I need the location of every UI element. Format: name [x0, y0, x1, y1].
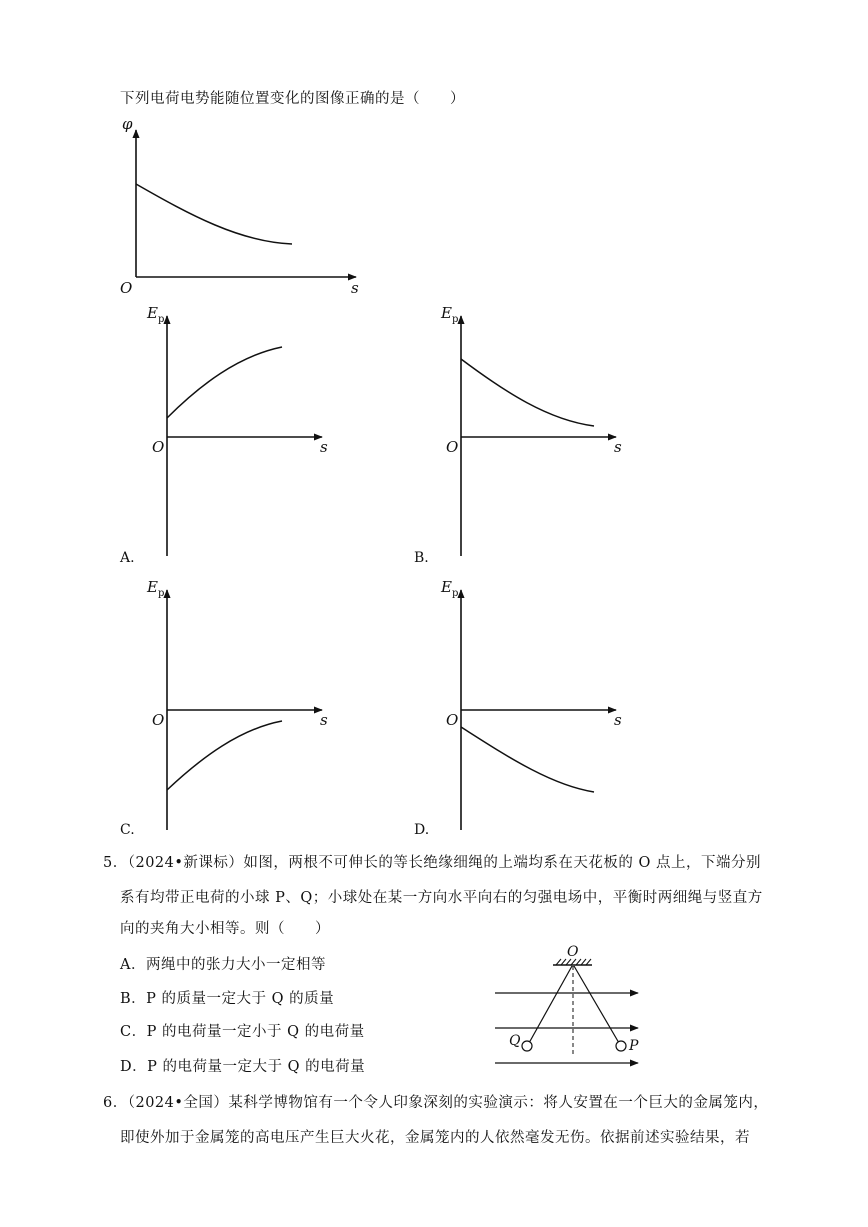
ep-curve	[461, 359, 594, 426]
q4-stem: 下列电荷电势能随位置变化的图像正确的是（ ）	[120, 91, 465, 107]
phi-s-label: s	[351, 279, 359, 297]
origin-label: O	[446, 711, 459, 729]
q5-stem-line2: 系有均带正电荷的小球 P、Q；小球处在某一方向水平向右的匀强电场中，平衡时两细绳与竖直方	[120, 890, 763, 906]
option-d-letter: D.	[414, 822, 430, 838]
option-a-graph	[119, 304, 328, 566]
q6-stem-line1: 6．（2024•全国）某科学博物馆有一个令人印象深刻的实验演示：将人安置在一个巨大的金属笼内，	[103, 1095, 769, 1111]
option-c-letter: C.	[120, 822, 135, 838]
q5-stem-line1: 5．（2024•新课标）如图，两根不可伸长的等长绝缘细绳的上端均系在天花板的 O 点上，下端分别	[103, 855, 762, 871]
ep-axis-label: $E_p$	[147, 304, 165, 325]
option-d-graph	[414, 578, 622, 838]
ep-curve	[461, 727, 594, 792]
phi-s-graph	[120, 115, 359, 297]
s-axis-label: s	[320, 711, 328, 729]
origin-label: O	[152, 438, 165, 456]
phi-axis-label: φ	[122, 115, 133, 133]
ep-axis-label: $E_p$	[441, 304, 459, 325]
ball-q	[522, 1041, 532, 1051]
q6-stem-line2: 即使外加于金属笼的高电压产生巨大火花，金属笼内的人依然毫发无伤。依据前述实验结果，若	[120, 1130, 750, 1146]
string-p	[574, 966, 619, 1043]
q5-option-b: B．P 的质量一定大于 Q 的质量	[120, 991, 335, 1007]
phi-curve	[136, 184, 292, 244]
q5-figure	[495, 944, 639, 1063]
q5-stem-line3: 向的夹角大小相等。则（ ）	[120, 921, 330, 937]
origin-label: O	[446, 438, 459, 456]
q5-option-a: A．两绳中的张力大小一定相等	[120, 957, 326, 973]
option-b-letter: B.	[414, 550, 429, 566]
ep-axis-label: $E_p$	[147, 578, 165, 599]
string-q	[529, 966, 572, 1043]
s-axis-label: s	[614, 438, 622, 456]
ep-curve	[167, 721, 282, 790]
ball-p-label: P	[629, 1038, 639, 1054]
ball-q-label: Q	[509, 1033, 521, 1049]
origin-label: O	[152, 711, 165, 729]
ball-p	[616, 1041, 626, 1051]
option-c-graph	[120, 578, 328, 838]
ep-axis-label: $E_p$	[441, 578, 459, 599]
q5-option-d: D．P 的电荷量一定大于 Q 的电荷量	[120, 1059, 366, 1075]
q5-option-c: C．P 的电荷量一定小于 Q 的电荷量	[120, 1024, 365, 1040]
point-o-label: O	[567, 944, 579, 960]
phi-origin-label: O	[120, 279, 133, 297]
option-b-graph	[414, 304, 622, 566]
ep-curve	[167, 347, 282, 418]
s-axis-label: s	[614, 711, 622, 729]
option-a-letter: A.	[120, 550, 135, 566]
s-axis-label: s	[320, 438, 328, 456]
